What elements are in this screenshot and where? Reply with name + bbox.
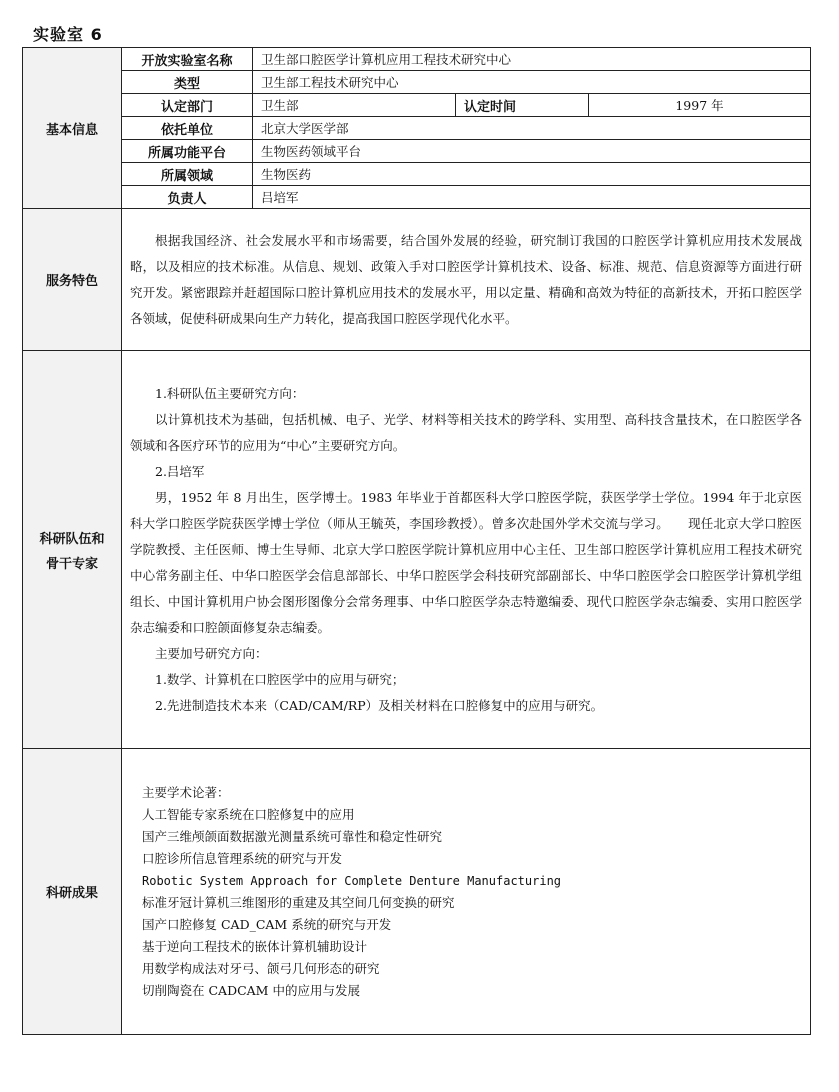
key-host: 依托单位	[122, 117, 253, 140]
page-heading: 实验室 6	[33, 25, 103, 44]
section-team	[23, 351, 122, 749]
section-service: 服务特色	[23, 209, 122, 351]
result-item: 口腔诊所信息管理系统的研究与开发	[142, 850, 343, 866]
result-item: Robotic System Approach for Complete Denture Manufacturing	[142, 873, 562, 888]
key-leader: 负责人	[122, 186, 253, 209]
team-line-1: 1.科研队伍主要研究方向：	[155, 385, 305, 401]
result-item: 标准牙冠计算机三维图形的重建及其空间几何变换的研究	[142, 894, 455, 910]
lab-info-table	[22, 47, 811, 1035]
row-name	[23, 48, 811, 71]
value-lab-name: 卫生部口腔医学计算机应用工程技术研究中心	[253, 48, 811, 71]
row-results	[23, 749, 811, 1035]
section-results: 科研成果	[23, 749, 122, 1035]
result-item: 人工智能专家系统在口腔修复中的应用	[142, 806, 355, 822]
value-type: 卫生部工程技术研究中心	[253, 71, 811, 94]
results-cell	[122, 749, 811, 1035]
value-platform: 生物医药领域平台	[253, 140, 811, 163]
key-dept: 认定部门	[122, 94, 253, 117]
result-item: 基于逆向工程技术的嵌体计算机辅助设计	[142, 938, 368, 954]
result-item: 国产口腔修复 CAD_CAM 系统的研究与开发	[142, 916, 392, 932]
row-service	[23, 209, 811, 351]
row-dept	[23, 94, 811, 117]
team-para-1: 以计算机技术为基础，包括机械、电子、光学、材料等相关技术的跨学科、实用型、高科技含量技术，在口腔医学各领域和各医疗环节的应用为“中心”主要研究方向。	[130, 411, 803, 453]
value-leader: 吕培军	[253, 186, 811, 209]
row-type	[23, 71, 811, 94]
result-item: 国产三维颅颌面数据激光测量系统可靠性和稳定性研究	[142, 828, 443, 844]
service-cell	[122, 209, 811, 351]
team-para-2: 男，1952 年 8 月出生，医学博士。1983 年毕业于首都医科大学口腔医学院，获医学学士学位。1994 年于北京医科大学口腔医学院获医学博士学位（师从王毓英，李国珍教授）。曾多次赴国外学术交流与学习。 现任北京大学口腔医学院教授、主任医师、博士生导师、北京大学口腔医学院计算机应用中心主任、卫生部口腔医学计算机应用工程技术研究中心常务副主任、中华口腔医学会信息部部长、中华口腔医学会科技研究部副部长、中华口腔医学会口腔医学计算机学组组长、中国计算机用户协会图形图像分会常务理事、中华口腔医学杂志特邀编委、现代口腔医学杂志编委、实用口腔医学杂志编委和口腔颌面修复杂志编委。	[130, 489, 803, 635]
team-line-4: 1.数学、计算机在口腔医学中的应用与研究；	[155, 671, 405, 687]
value-field: 生物医药	[253, 163, 811, 186]
row-field	[23, 163, 811, 186]
service-text: 根据我国经济、社会发展水平和市场需要，结合国外发展的经验，研究制订我国的口腔医学计算机应用技术发展战略，以及相应的技术标准。从信息、规划、政策入手对口腔医学计算机技术、设备、标准、规范、信息资源等方面进行研究开发。紧密跟踪并赶超国际口腔计算机应用技术的发展水平，用以定量、精确和高效为特征的高新技术，开拓口腔医学各领域，促使科研成果向生产力转化，提高我国口腔医学现代化水平。	[130, 232, 803, 326]
result-item: 用数学构成法对牙弓、颌弓几何形态的研究	[142, 960, 380, 976]
key-lab-name: 开放实验室名称	[122, 48, 253, 71]
row-team	[23, 351, 811, 749]
key-type: 类型	[122, 71, 253, 94]
results-intro: 主要学术论著：	[142, 784, 230, 800]
key-field: 所属领域	[122, 163, 253, 186]
result-item: 切削陶瓷在 CADCAM 中的应用与发展	[142, 982, 360, 998]
value-time: 1997 年	[589, 94, 811, 117]
section-team-line1: 科研队伍和	[39, 531, 105, 547]
value-dept: 卫生部	[253, 94, 456, 117]
key-platform: 所属功能平台	[122, 140, 253, 163]
key-time: 认定时间	[456, 94, 589, 117]
row-leader	[23, 186, 811, 209]
team-line-3: 主要加号研究方向：	[155, 645, 268, 661]
section-team-line2: 骨干专家	[45, 556, 98, 572]
team-cell	[122, 351, 811, 749]
value-host: 北京大学医学部	[253, 117, 811, 140]
team-line-5: 2.先进制造技术本来（CAD/CAM/RP）及相关材料在口腔修复中的应用与研究。	[155, 697, 604, 713]
team-line-2: 2.吕培军	[155, 463, 205, 479]
row-platform	[23, 140, 811, 163]
section-basic-info: 基本信息	[23, 48, 122, 209]
row-host	[23, 117, 811, 140]
